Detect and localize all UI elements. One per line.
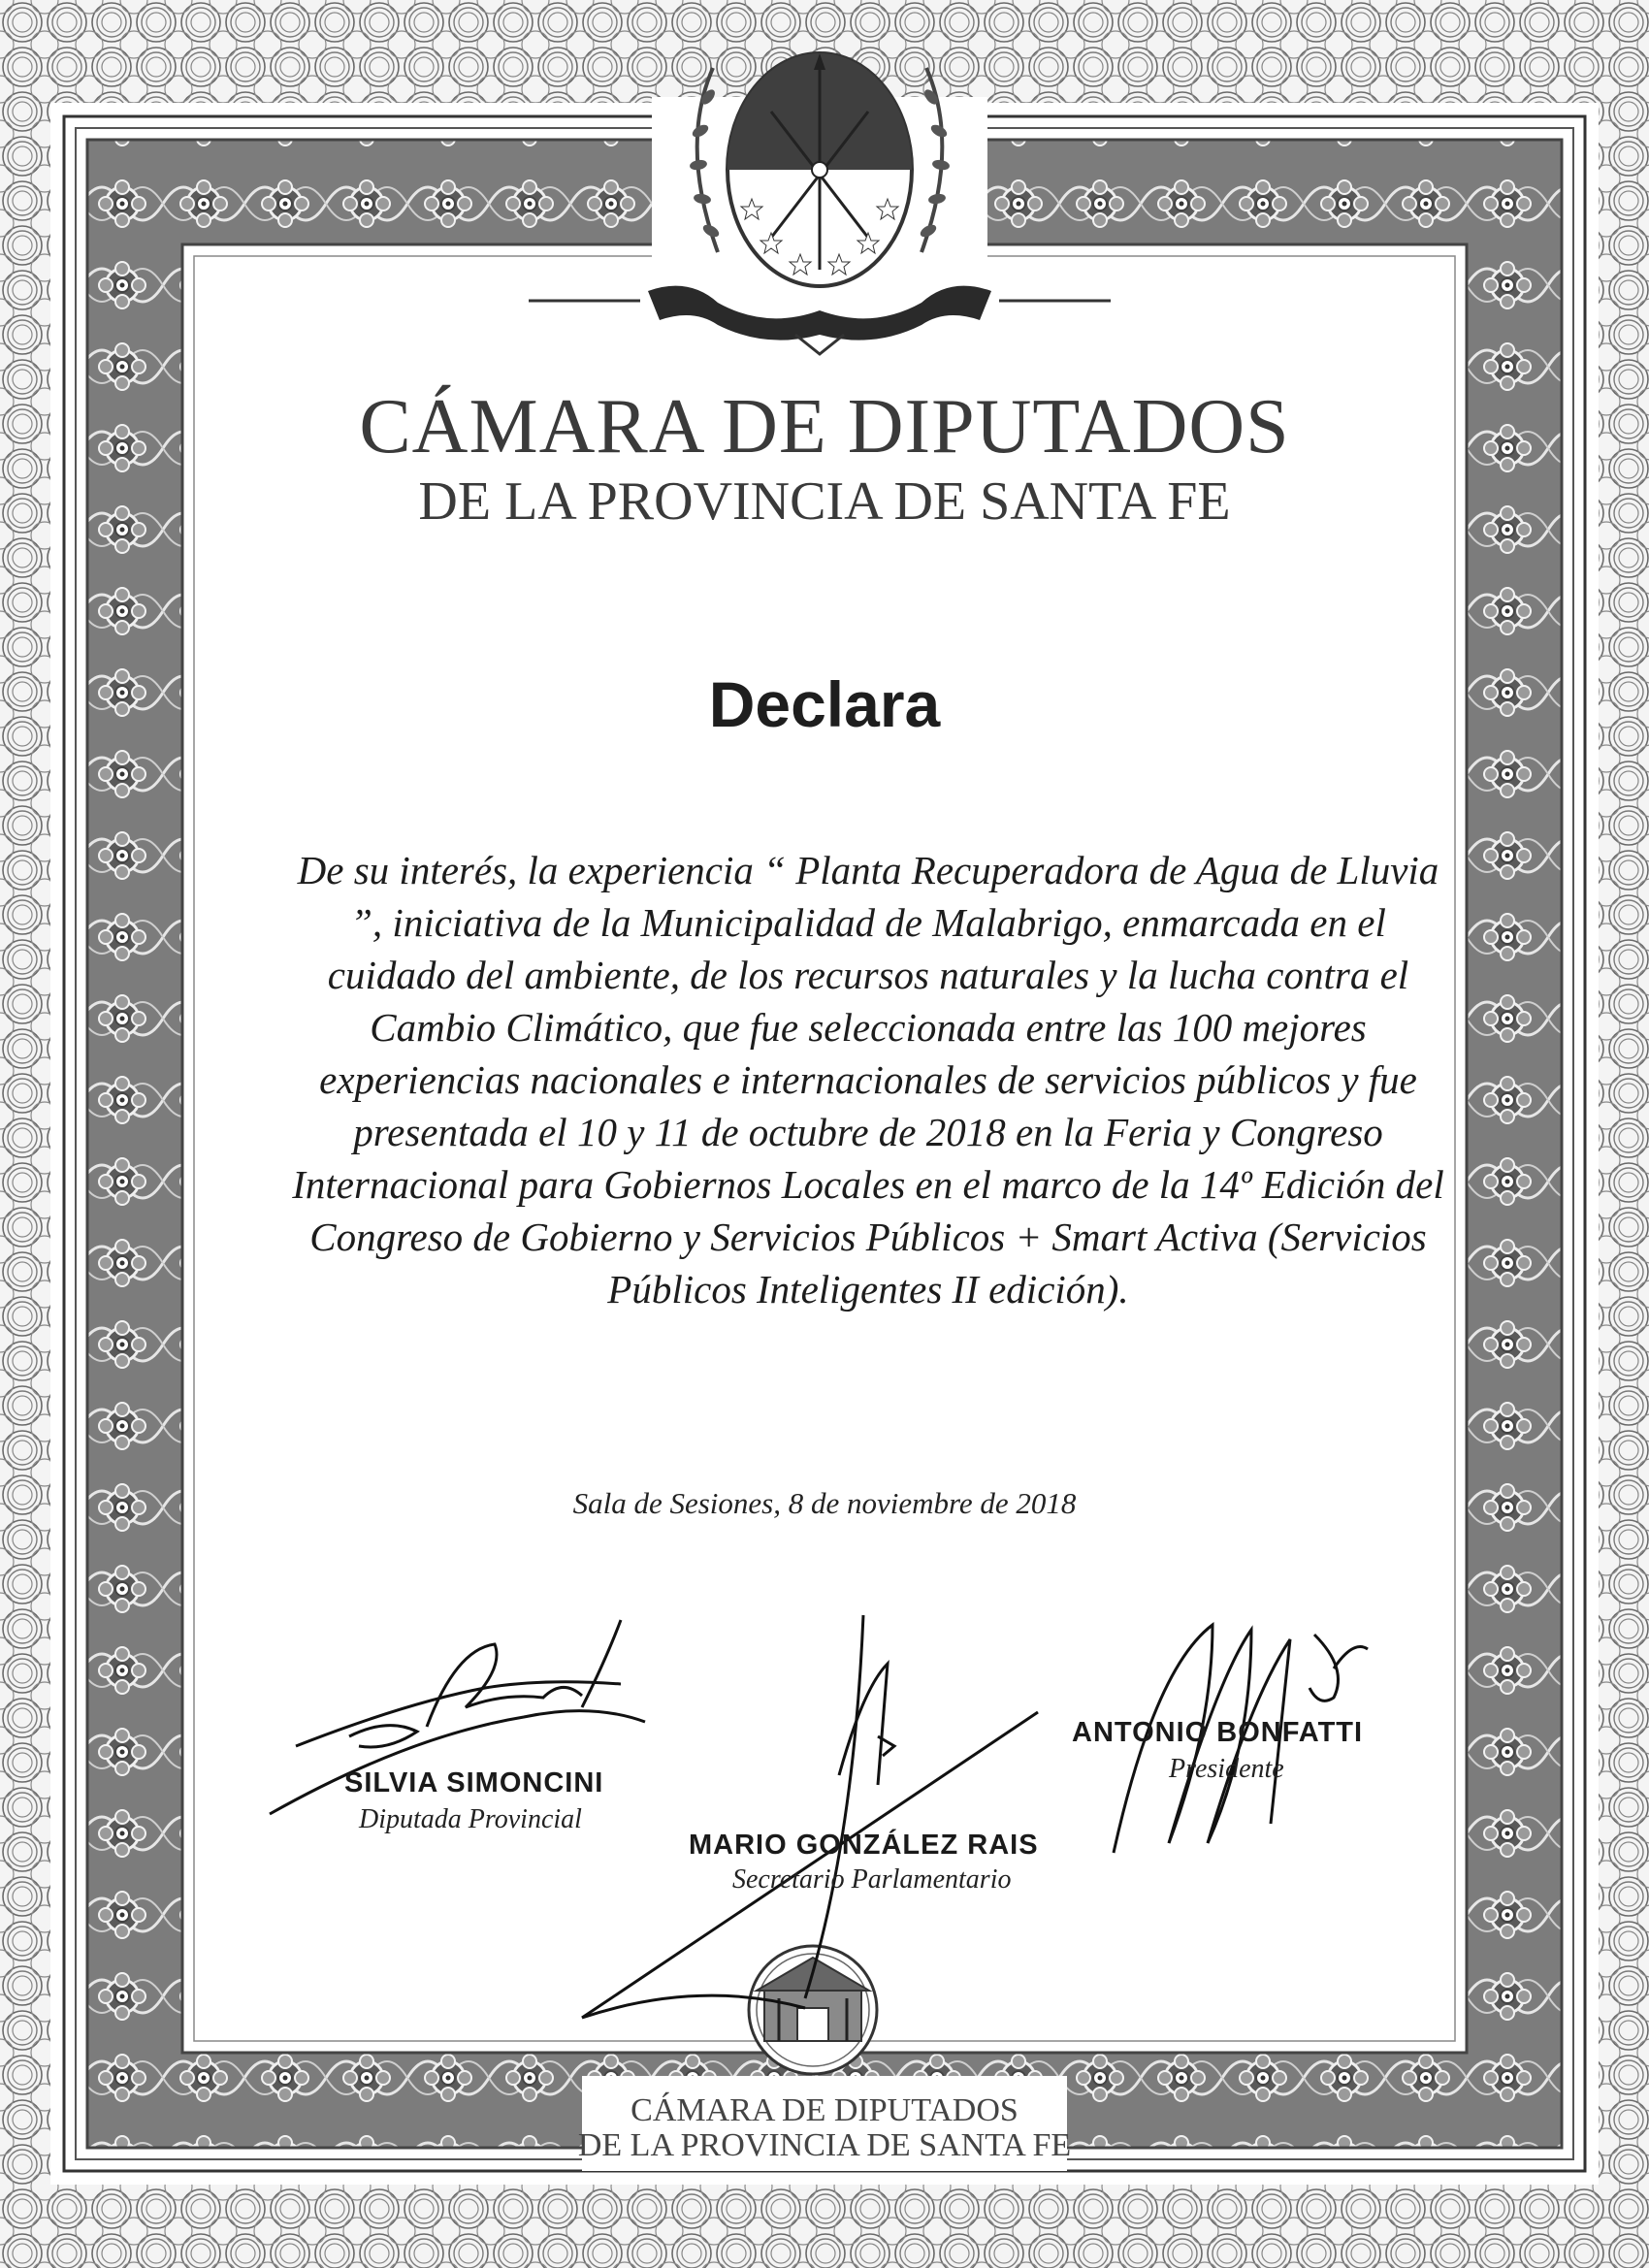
declaration-body: De su interés, la experiencia “ Planta Recuperadora de Agua de Lluvia ”, iniciativa de la Municipalidad de Malabrigo, enmarcada en el cuidado del ambiente, de los recursos naturales y la lucha contra el Cambio Climático, que fue seleccionada entre las 100 mejores experiencias nacionales e internacionales de servicios públicos y fue presentada el 10 y 11 de octubre de 2018 en la Feria y Congreso Internacional para Gobiernos Locales en el marco de la 14º Edición del Congreso de Gobierno y Servicios Públicos + Smart Activa (Servicios Públicos Inteligentes II edición). <box>292 848 1444 1312</box>
institution-title: CÁMARA DE DIPUTADOS <box>359 384 1290 470</box>
signatory-name-gonzalez-rais: MARIO GONZÁLEZ RAIS <box>689 1830 1039 1861</box>
legislature-building-seal-icon <box>749 1946 877 2074</box>
institution-subtitle: DE LA PROVINCIA DE SANTA FE <box>418 471 1231 532</box>
signatory-role-simoncini: Diputada Provincial <box>359 1804 582 1834</box>
declaration-heading: Declara <box>708 668 941 740</box>
footer-institution-subtitle: DE LA PROVINCIA DE SANTA FE <box>577 2127 1072 2163</box>
signatory-role-bonfatti: Presidente <box>1169 1754 1284 1784</box>
footer-institution-title: CÁMARA DE DIPUTADOS <box>630 2092 1018 2128</box>
signatory-name-simoncini: SILVIA SIMONCINI <box>344 1767 604 1798</box>
signatory-name-bonfatti: ANTONIO BONFATTI <box>1072 1717 1364 1748</box>
signatory-role-gonzalez-rais: Secretario Parlamentario <box>732 1864 1012 1895</box>
place-and-date: Sala de Sesiones, 8 de noviembre de 2018 <box>572 1486 1077 1520</box>
